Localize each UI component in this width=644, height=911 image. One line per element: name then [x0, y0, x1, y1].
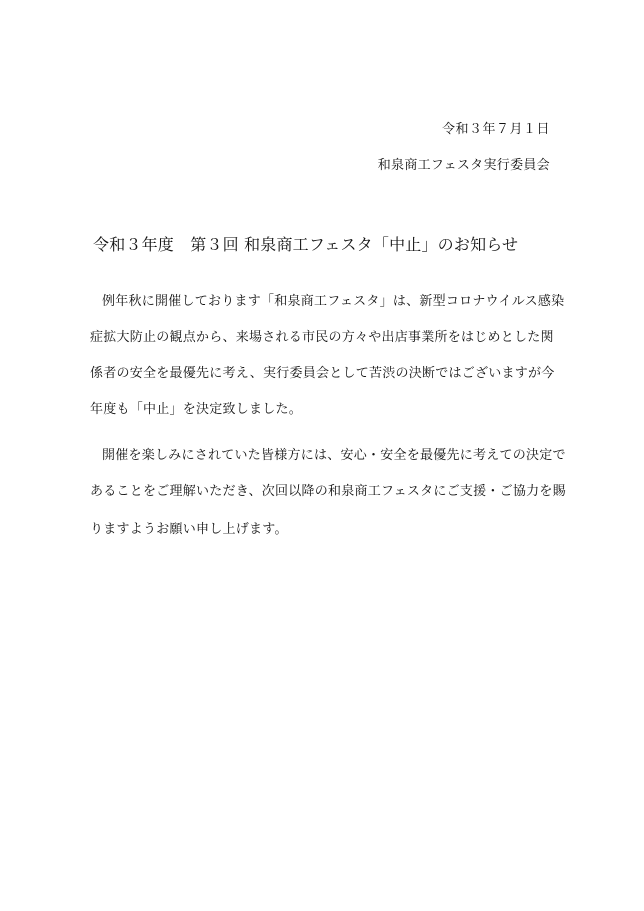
body-paragraph-1-line-4: 年度も「中止」を決定致しました。 — [90, 402, 303, 417]
issuer-organization: 和泉商工フェスタ実行委員会 — [377, 158, 550, 173]
document-title: 令和３年度 第３回 和泉商工フェスタ「中止」のお知らせ — [93, 235, 519, 254]
document-date: 令和３年７月１日 — [441, 122, 550, 137]
body-paragraph-2-line-1: 開催を楽しみにされていた皆様方には、安心・安全を最優先に考えての決定で — [102, 448, 566, 463]
body-paragraph-1-line-1: 例年秋に開催しております「和泉商工フェスタ」は、新型コロナウイルス感染 — [102, 294, 565, 309]
body-paragraph-1-line-3: 係者の安全を最優先に考え、実行委員会として苦渋の決断ではございますが今 — [90, 366, 555, 381]
body-paragraph-2-line-2: あることをご理解いただき、次回以降の和泉商工フェスタにご支援・ご協力を賜 — [90, 484, 566, 499]
body-paragraph-2-line-3: りますようお願い申し上げます。 — [90, 522, 288, 537]
body-paragraph-1-line-2: 症拡大防止の観点から、来場される市民の方々や出店事業所をはじめとした関 — [90, 330, 554, 345]
